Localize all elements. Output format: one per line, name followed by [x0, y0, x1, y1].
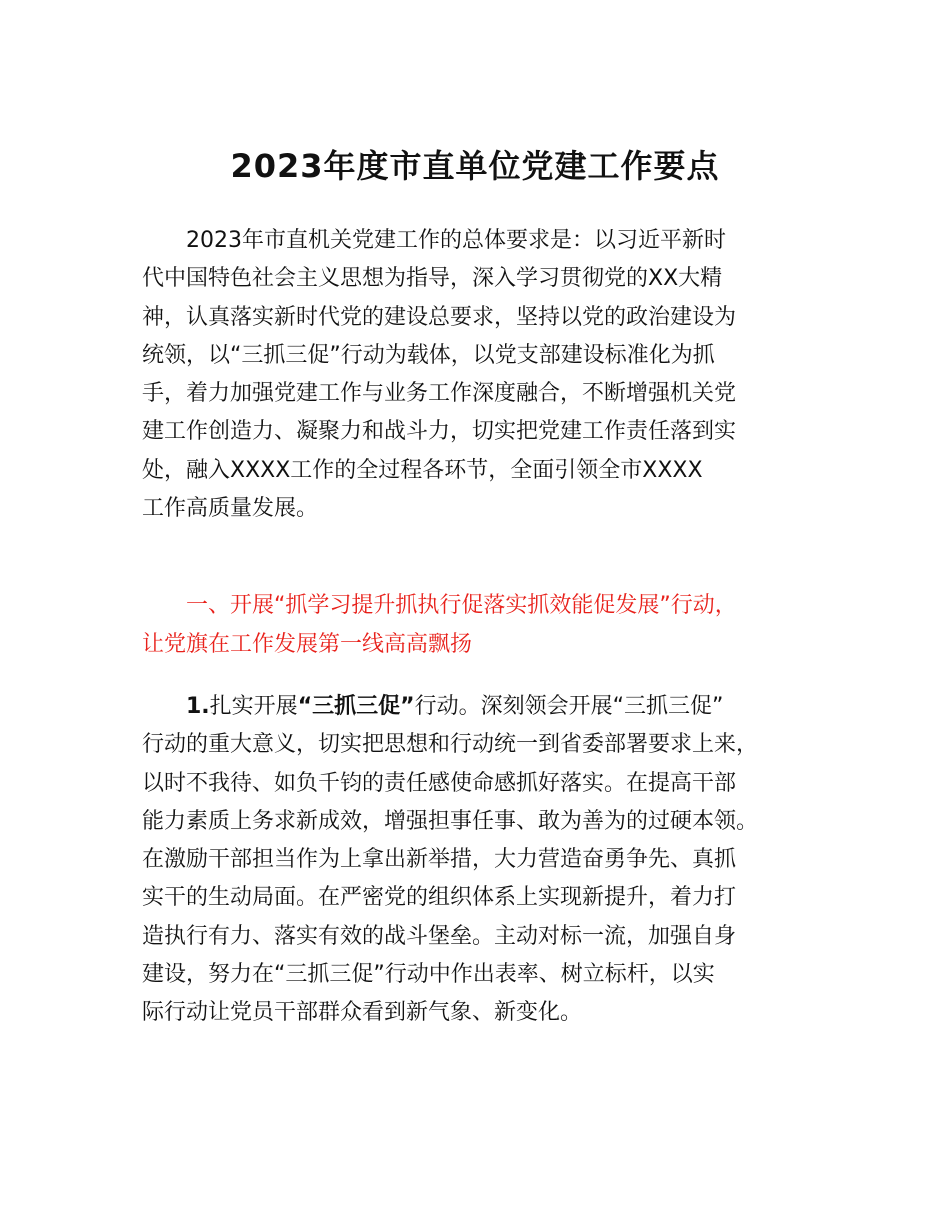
section-heading-line: 让党旗在工作发展第一线高高飘扬: [142, 632, 473, 657]
item-1-first-line: [142, 688, 842, 726]
item-heading-prefix: 扎实开展: [209, 694, 298, 719]
intro-line: 处，融入XXXX工作的全过程各环节，全面引领全市XXXX: [142, 457, 703, 483]
document-title: 2023年度市直单位党建工作要点: [230, 147, 720, 185]
item-number: 1.: [186, 694, 210, 719]
item-1-line: 以时不我待、如负千钧的责任感使命感抓好落实。在提高干部: [142, 770, 737, 796]
section-heading-1: [142, 586, 842, 664]
section-heading-line: 一、开展“抓学习提升抓执行促落实抓效能促发展”行动，: [186, 593, 737, 618]
intro-line: 统领，以“三抓三促”行动为载体，以党支部建设标准化为抓: [142, 342, 715, 368]
intro-line: 建工作创造力、凝聚力和战斗力，切实把党建工作责任落到实: [142, 419, 737, 445]
item-1-paragraph: [142, 688, 842, 1033]
item-first-line-rest: 深刻领会开展“三抓三促”: [480, 694, 724, 719]
intro-paragraph: [142, 222, 842, 528]
item-1-line: 实干的生动局面。在严密党的组织体系上实现新提升，着力打: [142, 885, 737, 911]
intro-line: 手，着力加强党建工作与业务工作深度融合，不断增强机关党: [142, 381, 737, 407]
item-heading-suffix: 行动。: [414, 694, 481, 719]
intro-line: 神，认真落实新时代党的建设总要求，坚持以党的政治建设为: [142, 304, 737, 330]
item-1-line: 行动的重大意义，切实把思想和行动统一到省委部署要求上来，: [142, 732, 759, 758]
item-1-line: 际行动让党员干部群众看到新气象、新变化。: [142, 1000, 583, 1026]
item-1-line: 在激励干部担当作为上拿出新举措，大力营造奋勇争先、真抓: [142, 847, 737, 873]
item-1-line: 建设，努力在“三抓三促”行动中作出表率、树立标杆，以实: [142, 962, 715, 988]
item-1-line: 造执行有力、落实有效的战斗堡垒。主动对标一流，加强自身: [142, 923, 737, 949]
item-1-line: 能力素质上务求新成效，增强担事任事、敢为善为的过硬本领。: [142, 808, 759, 834]
item-heading-quote: “三抓三促”: [297, 694, 415, 719]
intro-line: 工作高质量发展。: [142, 496, 319, 522]
intro-line: 2023年市直机关党建工作的总体要求是：以习近平新时: [186, 228, 726, 253]
intro-line: 代中国特色社会主义思想为指导，深入学习贯彻党的XX大精: [142, 266, 723, 292]
